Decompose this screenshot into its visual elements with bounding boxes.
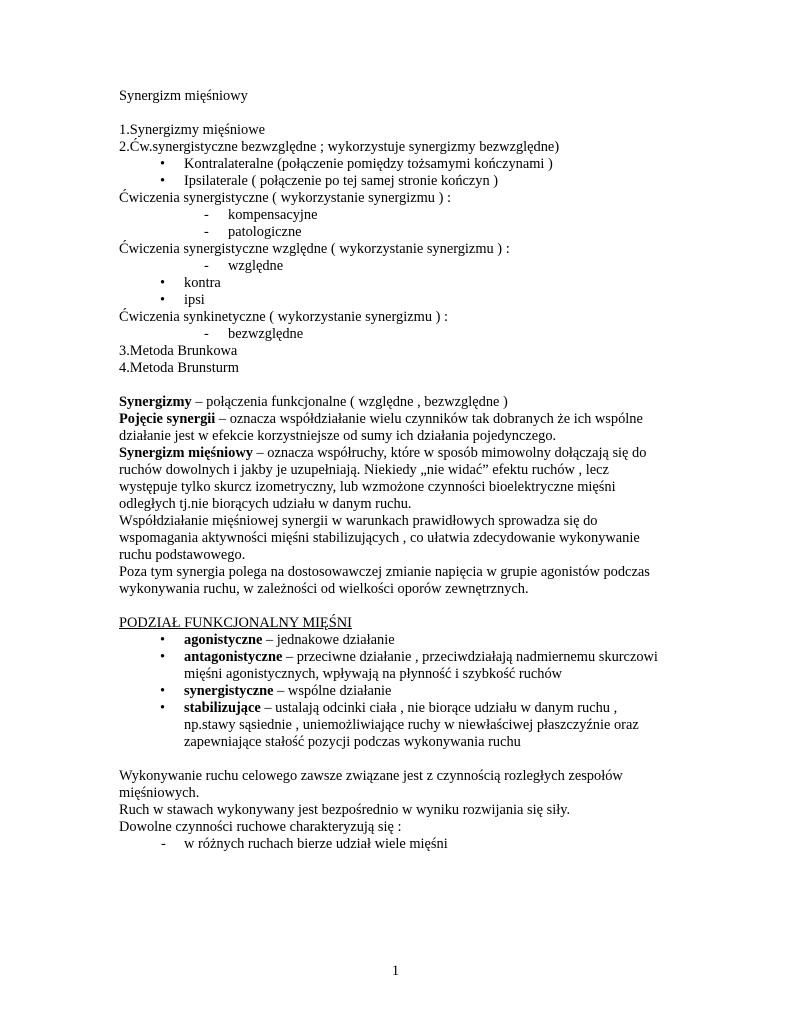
bullet-item-agonistyczne: • agonistyczne – jednakowe działanie xyxy=(160,632,395,648)
dash-icon: - xyxy=(204,258,209,274)
paragraph-line: Poza tym synergia polega na dostosowawczej zmianie napięcia w grupie agonistów podczas xyxy=(119,564,650,580)
paragraph-line: działanie jest w efekcie korzystniejsze od sumy ich działania pojedynczego. xyxy=(119,428,557,444)
blank-line xyxy=(119,751,679,768)
outline-item-4: 4.Metoda Brunsturm xyxy=(119,360,239,376)
document-title: Synergizm mięśniowy xyxy=(119,88,248,104)
paragraph-line: Dowolne czynności ruchowe charakteryzują się : xyxy=(119,819,402,835)
bullet-continuation: np.stawy sąsiednie , uniemożliwiające ruchy w niewłaściwej płaszczyźnie oraz xyxy=(184,717,639,733)
dash-item-kompensacyjne: - kompensacyjne xyxy=(204,207,318,223)
bullet-item-ipsilaterale: • Ipsilaterale ( połączenie po tej samej stronie kończyn ) xyxy=(160,173,499,189)
paragraph-line: mięśniowych. xyxy=(119,785,200,801)
outline-item-1: 1.Synergizmy mięśniowe xyxy=(119,122,266,138)
bullet-icon: • xyxy=(160,156,166,172)
definition-pojecie-synergii: Pojęcie synergii – oznacza współdziałanie wielu czynników tak dobranych że ich wspólne xyxy=(119,411,643,427)
outline-item-3: 3.Metoda Brunkowa xyxy=(119,343,238,359)
bullet-item-synergistyczne: • synergistyczne – wspólne działanie xyxy=(160,683,392,699)
paragraph-line: odległych tj.nie biorących udziału w danym ruchu. xyxy=(119,496,412,512)
dash-item-bezwzgledne: - bezwzględne xyxy=(204,326,304,342)
bullet-icon: • xyxy=(160,275,166,291)
bullet-icon: • xyxy=(160,292,166,308)
bullet-icon: • xyxy=(160,700,166,716)
dash-icon: - xyxy=(204,207,209,223)
blank-line xyxy=(119,105,679,122)
dash-item-wiele-miesni: - w różnych ruchach bierze udział wiele mięśni xyxy=(161,836,448,852)
paragraph-line: Wykonywanie ruchu celowego zawsze związane jest z czynnością rozległych zespołów xyxy=(119,768,623,784)
paragraph-line: Ruch w stawach wykonywany jest bezpośrednio w wyniku rozwijania się siły. xyxy=(119,802,571,818)
dash-icon: - xyxy=(204,224,209,240)
definition-synergizm-miesniowy: Synergizm mięśniowy – oznacza współruchy, które w sposób mimowolny dołączają się do xyxy=(119,445,647,461)
exercise-heading-synkinetic: Ćwiczenia synkinetyczne ( wykorzystanie synergizmu ) : xyxy=(119,309,449,325)
bullet-item-ipsi: • ipsi xyxy=(160,292,205,308)
section-heading-podzial: PODZIAŁ FUNKCJONALNY MIĘŚNI xyxy=(119,615,352,631)
page-number: 1 xyxy=(391,963,400,979)
exercise-heading-relative: Ćwiczenia synergistyczne względne ( wykorzystanie synergizmu ) : xyxy=(119,241,510,257)
bullet-item-stabilizujace: • stabilizujące – ustalają odcinki ciała , nie biorące udziału w danym ruchu , xyxy=(160,700,618,716)
paragraph-line: ruchu podstawowego. xyxy=(119,547,246,563)
paragraph-line: Współdziałanie mięśniowej synergii w warunkach prawidłowych sprowadza się do xyxy=(119,513,598,529)
bullet-item-kontralateralne: • Kontralateralne (połączenie pomiędzy tożsamymi kończynami ) xyxy=(160,156,553,172)
dash-icon: - xyxy=(161,836,166,852)
blank-line xyxy=(119,598,679,615)
document-body xyxy=(119,88,679,853)
exercise-heading-synergistic: Ćwiczenia synergistyczne ( wykorzystanie synergizmu ) : xyxy=(119,190,451,206)
definition-synergizmy: Synergizmy – połączenia funkcjonalne ( względne , bezwzględne ) xyxy=(119,394,508,410)
dash-item-patologiczne: - patologiczne xyxy=(204,224,302,240)
bullet-continuation: mięśni agonistycznych, wpływają na płynność i szybkość ruchów xyxy=(184,666,563,682)
bullet-item-antagonistyczne: • antagonistyczne – przeciwne działanie , przeciwdziałają nadmiernemu skurczowi xyxy=(160,649,658,665)
bullet-icon: • xyxy=(160,683,166,699)
paragraph-line: wykonywania ruchu, w zależności od wielkości oporów zewnętrznych. xyxy=(119,581,529,597)
paragraph-line: wspomagania aktywności mięśni stabilizujących , co ułatwia zdecydowanie wykonywanie xyxy=(119,530,640,546)
bullet-icon: • xyxy=(160,632,166,648)
outline-item-2: 2.Ćw.synergistyczne bezwzględne ; wykorzystuje synergizmy bezwzględne) xyxy=(119,139,560,155)
bullet-icon: • xyxy=(160,173,166,189)
bullet-continuation: zapewniające stałość pozycji podczas wykonywania ruchu xyxy=(184,734,521,750)
paragraph-line: ruchów dowolnych i jakby je uzupełniają. Niekiedy „nie widać” efektu ruchów , lecz xyxy=(119,462,609,478)
paragraph-line: występuje tylko skurcz izometryczny, lub wzmożone czynności bioelektryczne mięśni xyxy=(119,479,616,495)
bullet-item-kontra: • kontra xyxy=(160,275,221,291)
bullet-icon: • xyxy=(160,649,166,665)
blank-line xyxy=(119,377,679,394)
dash-icon: - xyxy=(204,326,209,342)
dash-item-wzgledne: - względne xyxy=(204,258,284,274)
